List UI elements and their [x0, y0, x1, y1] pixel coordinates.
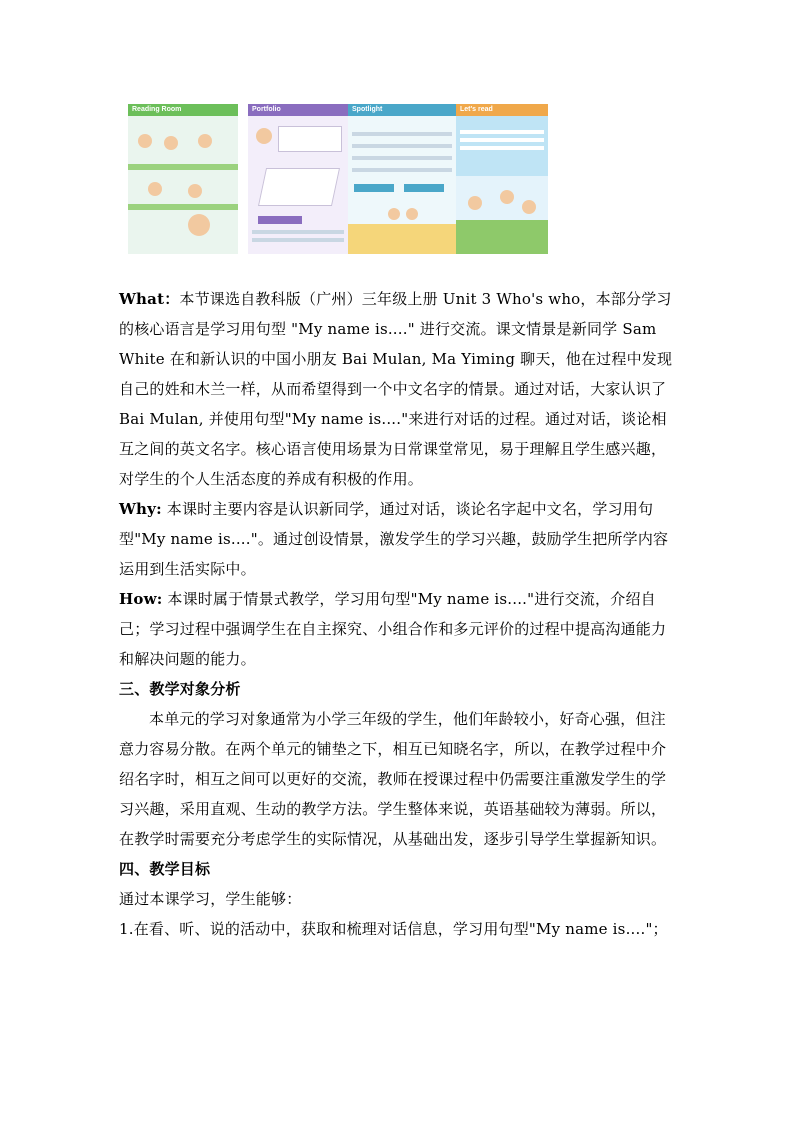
panel-header: Reading Room: [128, 104, 238, 116]
goal-1: 1.在看、听、说的活动中，获取和梳理对话信息，学习用句型"My name is...."；: [119, 920, 668, 938]
how-paragraph: [119, 584, 679, 674]
child-figure: [138, 134, 152, 148]
panel-header: Spotlight: [348, 104, 456, 116]
teacher-figure: [188, 214, 210, 236]
child-figure: [500, 190, 514, 204]
child-figure: [406, 208, 418, 220]
why-label: Why:: [119, 500, 162, 518]
section-4-intro: 通过本课学习，学生能够：: [119, 890, 302, 908]
section-3-heading: 三、教学对象分析: [119, 680, 241, 698]
child-figure: [468, 196, 482, 210]
textbook-images: [128, 104, 674, 254]
girl-figure: [256, 128, 272, 144]
why-text: 本课时主要内容是认识新同学，通过对话，谈论名字起中文名，学习用句型"My name is...."。通过创设情景，激发学生的学习兴趣，鼓励学生把所学内容运用到生活实际中。: [119, 500, 669, 578]
portfolio-page-image: [248, 104, 348, 254]
section-3-paragraph: 本单元的学习对象通常为小学三年级的学生，他们年龄较小，好奇心强，但注意力容易分散。在两个单元的铺垫之下，相互已知晓名字，所以，在教学过程中介绍名字时，相互之间可以更好的交流，教师在授课过程中仍需要注重激发学生的学习兴趣，采用直观、生动的教学方法。学生整体来说，英语基础较为薄弱。所以，在教学时需要充分考虑学生的实际情况，从基础出发，逐步引导学生掌握新知识。: [119, 710, 667, 848]
child-figure: [188, 184, 202, 198]
child-figure: [522, 200, 536, 214]
child-figure: [388, 208, 400, 220]
how-text: 本课时属于情景式教学，学习用句型"My name is...."进行交流，介绍自己；学习过程中强调学生在自主探究、小组合作和多元评价的过程中提高沟通能力和解决问题的能力。: [119, 590, 667, 668]
what-paragraph: [119, 284, 679, 494]
child-figure: [198, 134, 212, 148]
reading-room-page-image: [128, 104, 238, 254]
what-label: What：: [119, 290, 180, 308]
document-body: [119, 284, 679, 944]
child-figure: [148, 182, 162, 196]
how-label: How:: [119, 590, 163, 608]
child-figure: [164, 136, 178, 150]
section-4-heading: 四、教学目标: [119, 860, 211, 878]
panel-header: Let's read: [456, 104, 548, 116]
panel-header: Portfolio: [248, 104, 348, 116]
why-paragraph: [119, 494, 679, 584]
what-text: 本节课选自教科版（广州）三年级上册 Unit 3 Who's who，本部分学习的核心语言是学习用句型 "My name is...." 进行交流。课文情景是新同学 Sam White 在和新认识的中国小朋友 Bai Mulan, Ma Yiming 聊天，他在过程中发现自己的姓和木兰一样，从而希望得到一个中文名字的情景。通过对话，大家认识了 Bai Mulan, 并使用句型"My name is...."来进行对话的过程。通过对话，谈论相互之间的英文名字。核心语言使用场景为日常课堂常见，易于理解且学生感兴趣，对学生的个人生活态度的养成有积极的作用。: [119, 290, 673, 488]
spotlight-page-image: [348, 104, 456, 254]
lets-read-page-image: [456, 104, 548, 254]
